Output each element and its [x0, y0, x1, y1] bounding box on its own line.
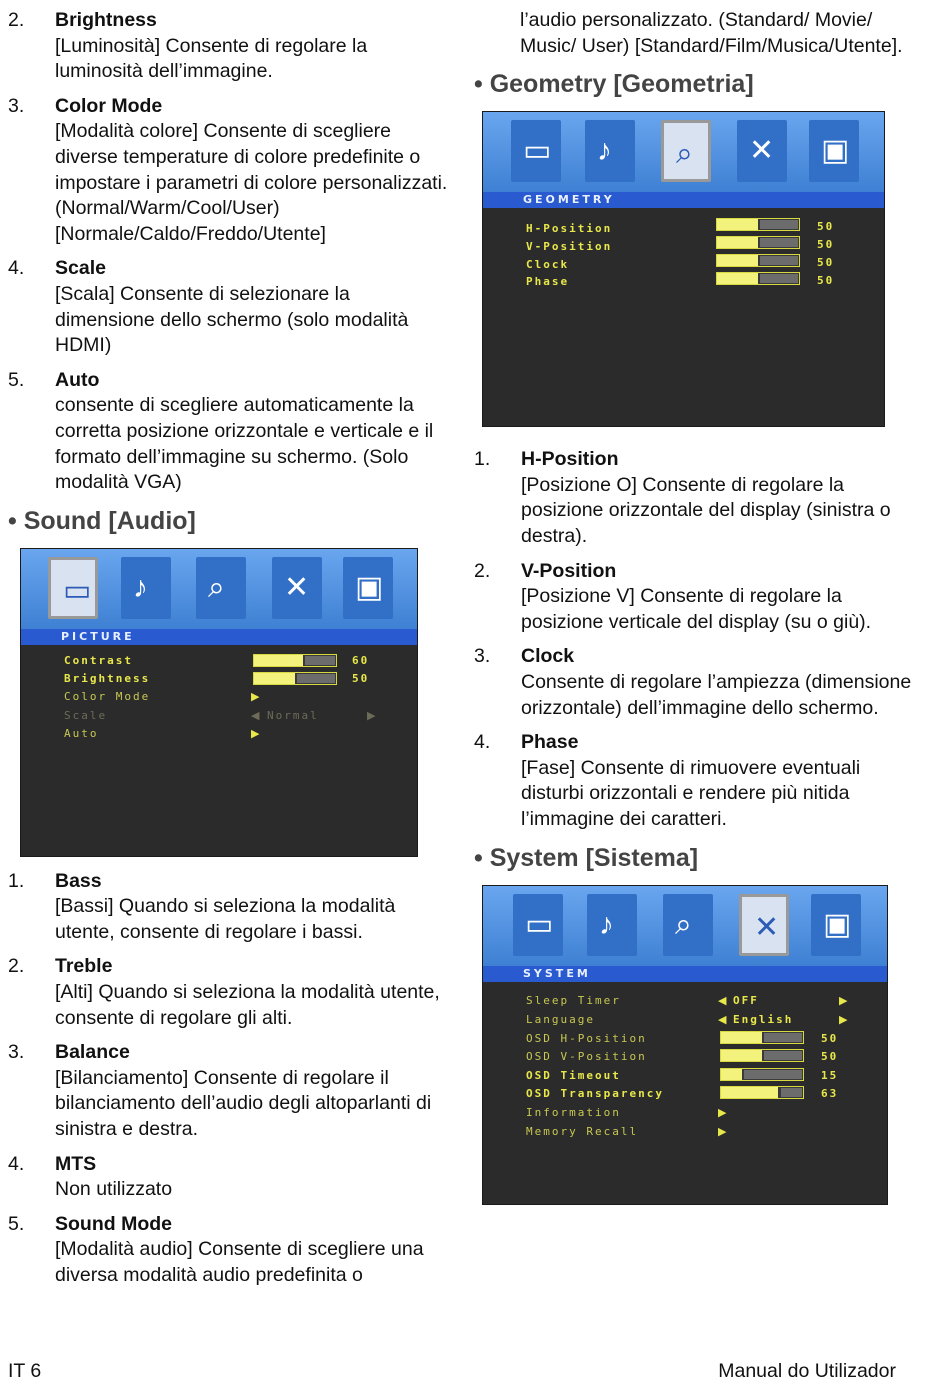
- list-item: 2. Treble [Alti] Quando si seleziona la modalità utente, consente di regolare gli alti.: [8, 954, 448, 1031]
- system-osd-screenshot: [482, 885, 888, 1205]
- list-item: 5. Auto consente di scegliere automaticamente la corretta posizione orizzontale e verticale e il formato dell’immagine su schermo. (Solo modalità VGA): [8, 368, 448, 496]
- osd-slider: [716, 236, 800, 249]
- item-text: Consente di regolare l’ampiezza (dimensione orizzontale) dell’immagine dello schermo.: [521, 670, 912, 719]
- continuation-text: l’audio personalizzato. (Standard/ Movie/ Music/ User) [Standard/Film/Musica/Utente].: [520, 9, 903, 57]
- osd-value: 15: [821, 1068, 839, 1082]
- arrow-left-icon: ◀: [718, 1013, 727, 1026]
- list-item: 2. Brightness [Luminosità] Consente di regolare la luminosità dell’immagine.: [8, 8, 448, 85]
- geometry-tab-icon: ⌕: [196, 557, 246, 619]
- sound-tab-icon: ♪: [585, 120, 635, 182]
- list-item: 2. V-Position [Posizione V] Consente di regolare la posizione verticale del display (su o giù).: [474, 559, 924, 636]
- osd-value: 60: [352, 653, 370, 667]
- osd-value: 50: [821, 1031, 839, 1045]
- system-tab-icon: ✕: [739, 894, 789, 956]
- geometry-osd-screenshot: [482, 111, 885, 427]
- osd-row-label: Memory Recall: [526, 1124, 639, 1138]
- left-column: [8, 8, 448, 1289]
- sound-tab-icon: ♪: [587, 894, 637, 956]
- osd-option: OFF: [733, 993, 759, 1007]
- arrow-right-icon: ▶: [251, 690, 260, 703]
- list-item: 4. MTS Non utilizzato: [8, 1152, 448, 1203]
- item-text: [Posizione O] Consente di regolare la posizione orizzontale del display (sinistra o destra).: [521, 473, 891, 547]
- item-title: Treble: [55, 955, 113, 978]
- item-title: Clock: [521, 645, 575, 668]
- osd-slider: [253, 654, 337, 667]
- osd-section-label: PICTURE: [61, 629, 135, 643]
- list-item: 1. H-Position [Posizione O] Consente di regolare la posizione orizzontale del display (sinistra o destra).: [474, 447, 924, 549]
- osd-slider: [253, 672, 337, 685]
- item-title: Phase: [521, 731, 579, 754]
- section-heading-sound: • Sound [Audio]: [8, 506, 196, 535]
- item-title: Sound Mode: [55, 1212, 172, 1235]
- osd-row-label: Brightness: [64, 671, 151, 685]
- item-text: Non utilizzato: [55, 1178, 173, 1201]
- item-text: consente di scegliere automaticamente la corretta posizione orizzontale e verticale e il formato dell’immagine su schermo. (Solo modalità VGA): [55, 394, 434, 494]
- item-title: Scale: [55, 257, 106, 280]
- item-title: V-Position: [521, 559, 617, 582]
- osd-slider: [720, 1031, 804, 1044]
- osd-row-label: Sleep Timer: [526, 993, 621, 1007]
- item-title: Brightness: [55, 9, 157, 31]
- osd-row-label: V-Position: [526, 240, 613, 254]
- osd-option: English: [733, 1012, 794, 1026]
- item-text: [Bassi] Quando si seleziona la modalità utente, consente di regolare i bassi.: [55, 895, 396, 943]
- osd-row-label: Language: [526, 1012, 595, 1026]
- footer-title: Manual do Utilizador: [718, 1360, 896, 1382]
- arrow-left-icon: ◀: [251, 709, 260, 722]
- picture-tab-icon: ▭: [511, 120, 561, 182]
- item-title: Auto: [55, 368, 100, 391]
- arrow-right-icon: ▶: [718, 1125, 727, 1138]
- osd-row-label: OSD H-Position: [526, 1031, 647, 1045]
- geometry-tab-icon: ⌕: [661, 120, 711, 182]
- item-text: [Posizione V] Consente di regolare la posizione verticale del display (su o giù).: [521, 585, 872, 633]
- osd-row-label: Phase: [526, 275, 570, 289]
- osd-value: 50: [817, 220, 835, 234]
- arrow-right-icon: ▶: [251, 727, 260, 740]
- right-column: [474, 8, 924, 1205]
- list-item: 4. Phase [Fase] Consente di rimuovere eventuali disturbi orizzontali e rendere più nitida l’immagine dei caratteri.: [474, 730, 924, 832]
- osd-slider: [716, 218, 800, 231]
- section-heading-geometry: • Geometry [Geometria]: [474, 70, 754, 99]
- osd-row-label: Contrast: [64, 653, 133, 667]
- arrow-right-icon: ▶: [718, 1106, 727, 1119]
- system-tab-icon: ✕: [272, 557, 322, 619]
- arrow-left-icon: ◀: [718, 994, 727, 1007]
- osd-row-label: H-Position: [526, 222, 613, 236]
- item-text: [Bilanciamento] Consente di regolare il bilanciamento dell’audio degli altoparlanti di sinistra e destra.: [55, 1066, 432, 1141]
- geometry-tab-icon: ⌕: [663, 894, 713, 956]
- osd-option: Normal: [267, 708, 319, 722]
- display-tab-icon: ▣: [811, 894, 861, 956]
- osd-row-label: OSD Timeout: [526, 1068, 621, 1082]
- item-title: MTS: [55, 1152, 97, 1175]
- osd-value: 50: [817, 238, 835, 252]
- osd-value: 50: [352, 671, 370, 685]
- osd-value: 50: [817, 274, 835, 288]
- osd-row-label: Color Mode: [64, 689, 151, 703]
- section-heading-system: • System [Sistema]: [474, 843, 699, 872]
- picture-tab-icon: ▭: [48, 557, 98, 619]
- item-text: [Modalità audio] Consente di scegliere una diversa modalità audio predefinita o: [55, 1238, 424, 1286]
- osd-row-label: OSD V-Position: [526, 1049, 647, 1063]
- osd-value: 50: [817, 256, 835, 270]
- item-title: Color Mode: [55, 94, 163, 117]
- list-item: 5. Sound Mode [Modalità audio] Consente di scegliere una diversa modalità audio predefinita o: [8, 1212, 448, 1289]
- item-text: [Alti] Quando si seleziona la modalità utente, consente di regolare gli alti.: [55, 981, 440, 1029]
- osd-section-label: GEOMETRY: [523, 193, 615, 207]
- arrow-right-icon: ▶: [839, 994, 848, 1007]
- osd-slider: [716, 272, 800, 285]
- item-title: Bass: [55, 869, 102, 892]
- list-item: 4. Scale [Scala] Consente di selezionare la dimensione dello schermo (solo modalità HDMI): [8, 256, 448, 358]
- item-title: Balance: [55, 1041, 130, 1064]
- osd-row-label: Auto: [64, 726, 99, 740]
- picture-osd-screenshot: [20, 548, 418, 857]
- osd-value: 63: [821, 1086, 839, 1100]
- osd-slider: [720, 1049, 804, 1062]
- osd-section-label: SYSTEM: [523, 966, 591, 980]
- osd-row-label: Clock: [526, 258, 570, 272]
- system-tab-icon: ✕: [737, 120, 787, 182]
- arrow-right-icon: ▶: [367, 709, 376, 722]
- list-item: 1. Bass [Bassi] Quando si seleziona la modalità utente, consente di regolare i bassi.: [8, 869, 448, 946]
- list-item: 3. Color Mode [Modalità colore] Consente di scegliere diverse temperature di colore predefinite o impostare i parametri di colore personalizzati. (Normal/Warm/Cool/User) [Normale/Caldo/Freddo/Utente]: [8, 94, 448, 248]
- arrow-right-icon: ▶: [839, 1013, 848, 1026]
- item-text: [Luminosità] Consente di regolare la luminosità dell’immagine.: [55, 34, 368, 83]
- item-text: [Modalità colore] Consente di scegliere diverse temperature di colore predefinite o impostare i parametri di colore personalizzati. (Normal/Warm/Cool/User) [Normale/Caldo/Freddo/Utente]: [55, 120, 448, 245]
- osd-row-label: OSD Transparency: [526, 1086, 664, 1100]
- osd-slider: [720, 1086, 804, 1099]
- list-item: 3. Balance [Bilanciamento] Consente di regolare il bilanciamento dell’audio degli altoparlanti di sinistra e destra.: [8, 1040, 448, 1142]
- item-text: [Fase] Consente di rimuovere eventuali disturbi orizzontali e rendere più nitida l’immagine dei caratteri.: [521, 756, 861, 830]
- list-item: 3. Clock Consente di regolare l’ampiezza (dimensione orizzontale) dell’immagine dello schermo.: [474, 644, 924, 721]
- osd-slider: [720, 1068, 804, 1081]
- osd-row-label: Information: [526, 1105, 621, 1119]
- picture-tab-icon: ▭: [513, 894, 563, 956]
- sound-tab-icon: ♪: [121, 557, 171, 619]
- item-title: H-Position: [521, 448, 619, 471]
- display-tab-icon: ▣: [809, 120, 859, 182]
- osd-value: 50: [821, 1049, 839, 1063]
- page-number: IT 6: [8, 1360, 42, 1382]
- item-text: [Scala] Consente di selezionare la dimensione dello schermo (solo modalità HDMI): [55, 282, 409, 357]
- display-tab-icon: ▣: [343, 557, 393, 619]
- osd-slider: [716, 254, 800, 267]
- osd-row-label: Scale: [64, 708, 108, 722]
